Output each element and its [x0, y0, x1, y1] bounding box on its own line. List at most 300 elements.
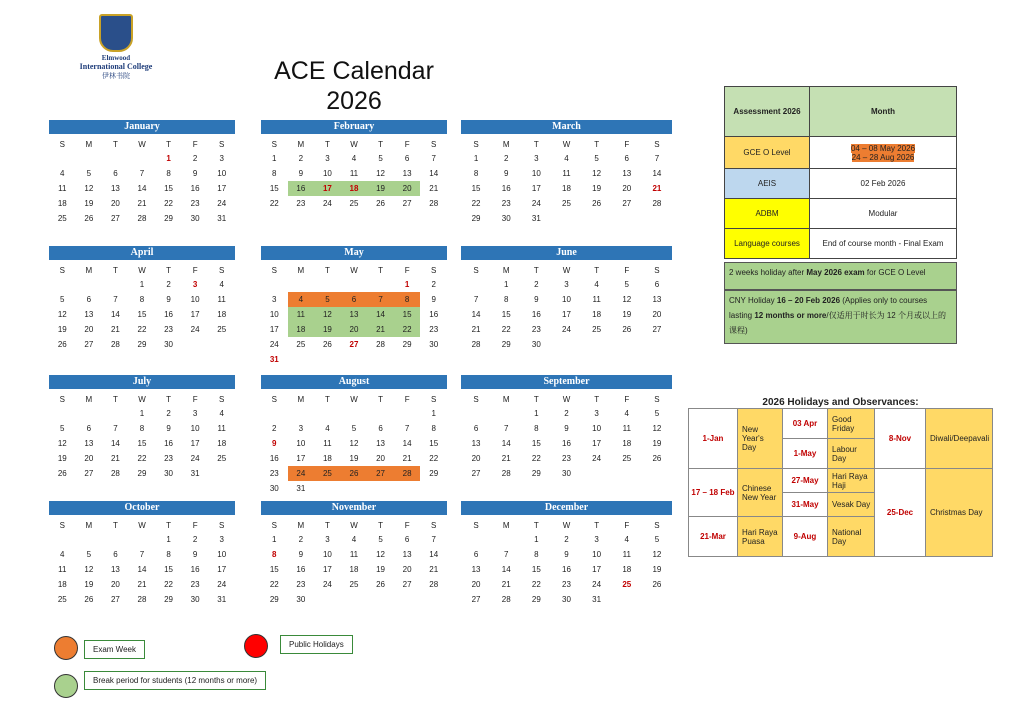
day-cell: 24	[592, 580, 602, 589]
day-cell: 6	[473, 424, 479, 433]
weekday-label: S	[473, 521, 479, 530]
day-cell: 24	[190, 325, 200, 334]
empty-cell	[314, 406, 341, 421]
weekday-label: W	[562, 521, 571, 530]
day-cell: 22	[429, 454, 439, 463]
day-cell: 26	[84, 214, 94, 223]
day-cell: 18	[288, 322, 315, 337]
note-bold: May 2026 exam	[806, 268, 865, 277]
day-cell: 24	[592, 454, 602, 463]
day-cell: 9	[534, 295, 539, 304]
day-cell: 21	[501, 580, 511, 589]
day-cell: 23	[296, 199, 306, 208]
day-cell: 18	[349, 565, 359, 574]
day-cell: 27	[110, 595, 120, 604]
day-cell: 30	[501, 214, 511, 223]
day-cell: 6	[473, 550, 479, 559]
day-cell: 2	[272, 424, 277, 433]
empty-cell	[129, 151, 156, 166]
weekday-label: T	[166, 266, 171, 275]
day-cell: 30	[429, 340, 439, 349]
assessment-name: GCE O Level	[725, 137, 810, 169]
month-june	[461, 246, 672, 352]
day-cell: 21	[501, 454, 511, 463]
day-cell: 31	[531, 214, 541, 223]
day-cell: 5	[654, 409, 660, 418]
day-cell: 20	[471, 454, 481, 463]
day-cell: 1	[272, 154, 277, 163]
day-cell: 6	[341, 292, 368, 307]
month-header: June	[461, 246, 672, 260]
day-cell: 12	[84, 184, 94, 193]
empty-cell	[102, 406, 129, 421]
month-april	[49, 246, 235, 352]
weekday-label: F	[624, 266, 630, 275]
day-cell: 28	[652, 199, 662, 208]
title-line1: ACE Calendar	[274, 57, 434, 85]
day-cell: 10	[217, 169, 227, 178]
day-cell: 10	[190, 295, 200, 304]
day-cell: 21	[110, 454, 120, 463]
logo-line3: 伊林书院	[102, 73, 130, 80]
day-cell: 9	[166, 295, 171, 304]
weekday-label: T	[594, 266, 600, 275]
note-text: CNY Holiday	[729, 296, 777, 305]
day-cell: 11	[288, 307, 315, 322]
assessment-name: Language courses	[725, 229, 810, 259]
day-cell: 23	[296, 580, 306, 589]
day-cell: 2	[298, 535, 304, 544]
day-cell: 19	[57, 454, 67, 463]
day-cell: 26	[622, 325, 632, 334]
month-may	[261, 246, 447, 367]
day-cell: 31	[217, 595, 227, 604]
day-cell: 30	[164, 340, 174, 349]
note-cny	[724, 290, 957, 344]
day-cell: 10	[562, 295, 571, 304]
weekday-label: M	[85, 395, 93, 404]
day-cell: 8	[431, 424, 436, 433]
month-november	[261, 501, 447, 607]
day-cell: 12	[652, 550, 662, 559]
day-cell: 30	[190, 214, 200, 223]
day-cell: 10	[217, 550, 227, 559]
day-cell: 25	[217, 325, 227, 334]
day-cell: 9	[298, 550, 304, 559]
day-cell: 9	[564, 550, 569, 559]
day-cell: 27	[367, 466, 394, 481]
holiday-name: Chinese New Year	[738, 469, 783, 517]
empty-cell	[341, 277, 368, 292]
month-header: August	[261, 375, 447, 389]
weekday-label: T	[166, 395, 171, 404]
day-cell: 17	[217, 565, 227, 574]
day-cell: 11	[58, 565, 67, 574]
day-grid	[461, 518, 672, 607]
crest-icon	[99, 14, 133, 52]
day-cell: 14	[110, 310, 120, 319]
day-cell: 23	[562, 580, 571, 589]
day-cell: 17	[269, 325, 279, 334]
day-cell: 21	[367, 322, 394, 337]
day-cell: 26	[376, 580, 386, 589]
day-cell: 16	[501, 184, 511, 193]
weekday-label: W	[562, 266, 571, 275]
day-cell: 8	[272, 169, 277, 178]
holiday-date: 1-May	[783, 439, 828, 469]
day-cell: 7	[113, 295, 118, 304]
day-cell: 26	[341, 466, 368, 481]
holiday-name: Hari Raya Puasa	[738, 517, 783, 557]
day-cell: 23	[164, 454, 174, 463]
day-cell: 26	[652, 454, 662, 463]
holiday-name: Vesak Day	[828, 493, 875, 517]
day-cell: 8	[272, 550, 277, 559]
weekday-label: F	[192, 395, 198, 404]
weekday-label: F	[624, 521, 630, 530]
day-cell: 23	[531, 325, 541, 334]
weekday-label: T	[166, 521, 171, 530]
holiday-name: Good Friday	[828, 409, 875, 439]
day-cell: 1	[431, 409, 436, 418]
day-cell: 24	[269, 340, 279, 349]
weekday-label: T	[378, 521, 383, 530]
weekday-label: T	[533, 140, 539, 149]
day-cell: 9	[166, 424, 171, 433]
day-cell: 22	[394, 322, 421, 337]
day-cell: 13	[110, 565, 120, 574]
holidays-title: 2026 Holidays and Observances:	[762, 397, 919, 408]
empty-cell	[261, 406, 288, 421]
empty-cell	[49, 532, 76, 547]
day-cell: 21	[110, 325, 120, 334]
empty-cell	[102, 151, 129, 166]
day-grid	[461, 392, 672, 481]
empty-cell	[76, 277, 103, 292]
day-grid	[49, 263, 235, 352]
day-cell: 21	[429, 565, 439, 574]
month-march	[461, 120, 672, 226]
weekday-label: W	[350, 395, 358, 404]
day-cell: 27	[471, 469, 481, 478]
day-cell: 11	[622, 550, 631, 559]
day-cell: 5	[60, 295, 65, 304]
weekday-label: W	[350, 140, 358, 149]
weekday-label: M	[85, 521, 93, 530]
day-cell: 17	[562, 310, 571, 319]
day-cell: 6	[113, 169, 118, 178]
day-cell: 8	[473, 169, 479, 178]
assessment-header: Assessment 2026	[725, 87, 810, 137]
day-cell: 25	[57, 214, 67, 223]
day-cell: 4	[219, 280, 224, 289]
day-cell: 18	[217, 310, 227, 319]
empty-cell	[288, 277, 315, 292]
holidays-table	[688, 408, 993, 557]
weekday-label: F	[192, 140, 198, 149]
day-cell: 15	[429, 439, 439, 448]
month-header: October	[49, 501, 235, 515]
day-cell: 6	[404, 535, 410, 544]
assessment-name: ADBM	[725, 199, 810, 229]
day-cell: 25	[592, 325, 602, 334]
holiday-date: 31-May	[783, 493, 828, 517]
day-cell: 1	[534, 409, 539, 418]
weekday-label: T	[324, 521, 330, 530]
weekday-label: S	[219, 140, 225, 149]
day-cell: 25	[622, 454, 632, 463]
day-cell: 13	[471, 565, 481, 574]
day-cell: 27	[622, 199, 632, 208]
assessment-table	[724, 86, 957, 259]
weekday-label: T	[324, 140, 330, 149]
day-grid	[461, 137, 672, 226]
day-cell: 27	[652, 325, 662, 334]
day-cell: 31	[269, 355, 279, 364]
day-cell: 1	[503, 280, 509, 289]
weekday-label: T	[112, 266, 118, 275]
holiday-date: 1-Jan	[689, 409, 738, 469]
day-cell: 2	[166, 409, 171, 418]
empty-cell	[76, 532, 103, 547]
day-cell: 27	[402, 199, 412, 208]
holiday-date: 03 Apr	[783, 409, 828, 439]
empty-cell	[314, 277, 341, 292]
day-cell: 18	[622, 439, 632, 448]
day-cell: 7	[113, 424, 118, 433]
day-cell: 15	[531, 565, 541, 574]
day-cell: 12	[349, 439, 359, 448]
month-header: May	[261, 246, 447, 260]
logo-line2: International College	[79, 62, 153, 71]
weekday-label: F	[404, 140, 410, 149]
day-cell: 25	[622, 580, 632, 589]
day-cell: 5	[60, 424, 65, 433]
day-cell: 12	[57, 310, 67, 319]
day-cell: 25	[349, 580, 359, 589]
day-cell: 27	[471, 595, 481, 604]
empty-cell	[491, 406, 521, 421]
day-cell: 9	[272, 439, 277, 448]
month-header: February	[261, 120, 447, 134]
day-cell: 16	[190, 184, 200, 193]
weekday-label: S	[473, 266, 479, 275]
day-cell: 8	[534, 550, 539, 559]
day-cell: 20	[110, 199, 120, 208]
day-cell: 13	[622, 169, 632, 178]
holiday-date: 27-May	[783, 469, 828, 493]
weekday-label: M	[297, 266, 305, 275]
day-cell: 10	[269, 310, 279, 319]
day-cell: 24	[217, 199, 227, 208]
day-cell: 4	[60, 550, 65, 559]
day-cell: 25	[57, 595, 67, 604]
empty-cell	[394, 406, 421, 421]
day-cell: 28	[471, 340, 481, 349]
day-cell: 28	[110, 340, 120, 349]
break-legend-swatch	[54, 674, 78, 698]
day-cell: 14	[652, 169, 662, 178]
day-cell: 13	[84, 310, 94, 319]
day-cell: 10	[322, 550, 332, 559]
day-cell: 18	[622, 565, 632, 574]
empty-cell	[288, 406, 315, 421]
day-cell: 25	[296, 340, 306, 349]
day-cell: 22	[471, 199, 481, 208]
day-cell: 20	[402, 565, 412, 574]
day-cell: 26	[652, 580, 662, 589]
empty-cell	[49, 151, 76, 166]
day-cell: 4	[624, 409, 629, 418]
weekday-label: W	[138, 266, 146, 275]
holiday-name: Diwali/Deepavali	[926, 409, 993, 469]
day-cell: 16	[164, 310, 174, 319]
weekday-label: T	[594, 140, 600, 149]
day-cell: 28	[429, 199, 439, 208]
day-cell: 9	[503, 169, 509, 178]
day-cell: 2	[192, 535, 198, 544]
holiday-name: New Year's Day	[738, 409, 783, 469]
day-cell: 6	[86, 424, 92, 433]
day-cell: 7	[431, 535, 436, 544]
day-cell: 23	[269, 469, 279, 478]
day-cell: 16	[429, 310, 439, 319]
assessment-value: Modular	[810, 199, 957, 229]
day-cell: 22	[164, 580, 174, 589]
day-cell: 6	[86, 295, 92, 304]
title-line2: 2026	[326, 87, 382, 115]
day-cell: 3	[192, 409, 198, 418]
day-cell: 4	[564, 154, 569, 163]
weekday-label: S	[654, 140, 660, 149]
weekday-label: S	[654, 521, 660, 530]
day-cell: 4	[219, 409, 224, 418]
day-cell: 1	[272, 535, 277, 544]
day-cell: 21	[137, 580, 147, 589]
day-grid	[261, 137, 447, 211]
day-cell: 29	[137, 469, 147, 478]
day-cell: 9	[192, 550, 198, 559]
day-cell: 2	[166, 280, 171, 289]
day-cell: 27	[84, 469, 94, 478]
weekday-label: M	[297, 521, 305, 530]
day-cell: 9	[298, 169, 304, 178]
weekday-label: M	[85, 140, 93, 149]
day-cell: 15	[531, 439, 541, 448]
weekday-label: T	[112, 140, 118, 149]
day-cell: 17	[296, 454, 306, 463]
day-cell: 24	[322, 580, 332, 589]
empty-cell	[261, 277, 288, 292]
assessment-name: AEIS	[725, 169, 810, 199]
month-header: March	[461, 120, 672, 134]
day-cell: 17	[592, 439, 602, 448]
day-cell: 11	[217, 295, 226, 304]
day-cell: 14	[471, 310, 481, 319]
weekday-label: S	[431, 395, 437, 404]
day-cell: 7	[431, 154, 436, 163]
day-cell: 14	[429, 550, 439, 559]
day-cell: 29	[531, 469, 541, 478]
month-february	[261, 120, 447, 211]
day-cell: 13	[376, 439, 386, 448]
day-cell: 5	[654, 535, 660, 544]
day-cell: 23	[164, 325, 174, 334]
day-cell: 11	[323, 439, 332, 448]
weekday-label: T	[533, 266, 539, 275]
day-cell: 4	[288, 292, 315, 307]
weekday-label: S	[654, 266, 660, 275]
day-cell: 22	[269, 580, 279, 589]
day-cell: 27	[402, 580, 412, 589]
weekday-label: S	[473, 140, 479, 149]
empty-cell	[49, 406, 76, 421]
day-cell: 15	[164, 184, 174, 193]
weekday-label: T	[533, 395, 539, 404]
weekday-label: W	[350, 266, 358, 275]
weekday-label: F	[404, 521, 410, 530]
month-july	[49, 375, 235, 481]
day-cell: 20	[110, 580, 120, 589]
month-header: September	[461, 375, 672, 389]
day-cell: 21	[652, 184, 662, 193]
break-legend-label: Break period for students (12 months or more)	[84, 671, 266, 690]
day-cell: 20	[622, 184, 632, 193]
weekday-label: S	[473, 395, 479, 404]
day-cell: 10	[531, 169, 541, 178]
day-cell: 22	[137, 325, 147, 334]
day-cell: 26	[84, 595, 94, 604]
day-cell: 22	[501, 325, 511, 334]
day-cell: 20	[652, 310, 662, 319]
day-cell: 2	[564, 409, 569, 418]
weekday-label: T	[533, 521, 539, 530]
empty-cell	[102, 532, 129, 547]
day-cell: 3	[219, 535, 224, 544]
day-cell: 14	[429, 169, 439, 178]
weekday-label: S	[271, 266, 277, 275]
day-cell: 12	[84, 565, 94, 574]
day-cell: 30	[296, 595, 306, 604]
day-cell: 2	[298, 154, 304, 163]
empty-cell	[491, 532, 521, 547]
day-cell: 25	[314, 466, 341, 481]
weekday-label: M	[502, 521, 510, 530]
day-cell: 31	[592, 595, 602, 604]
day-cell: 5	[378, 535, 383, 544]
day-cell: 12	[622, 295, 632, 304]
day-cell: 6	[654, 280, 660, 289]
weekday-label: M	[297, 395, 305, 404]
month-header: November	[261, 501, 447, 515]
day-cell: 26	[57, 469, 67, 478]
day-cell: 12	[592, 169, 602, 178]
empty-cell	[341, 406, 368, 421]
day-cell: 19	[314, 322, 341, 337]
weekday-label: T	[378, 266, 383, 275]
day-cell: 16	[562, 439, 571, 448]
day-cell: 22	[531, 580, 541, 589]
day-cell: 8	[166, 550, 171, 559]
day-cell: 15	[269, 565, 279, 574]
weekday-label: T	[166, 140, 171, 149]
empty-cell	[49, 277, 76, 292]
day-cell: 19	[84, 199, 94, 208]
day-cell: 27	[110, 214, 120, 223]
weekday-label: T	[112, 395, 118, 404]
day-cell: 1	[166, 154, 171, 163]
weekday-label: M	[85, 266, 93, 275]
